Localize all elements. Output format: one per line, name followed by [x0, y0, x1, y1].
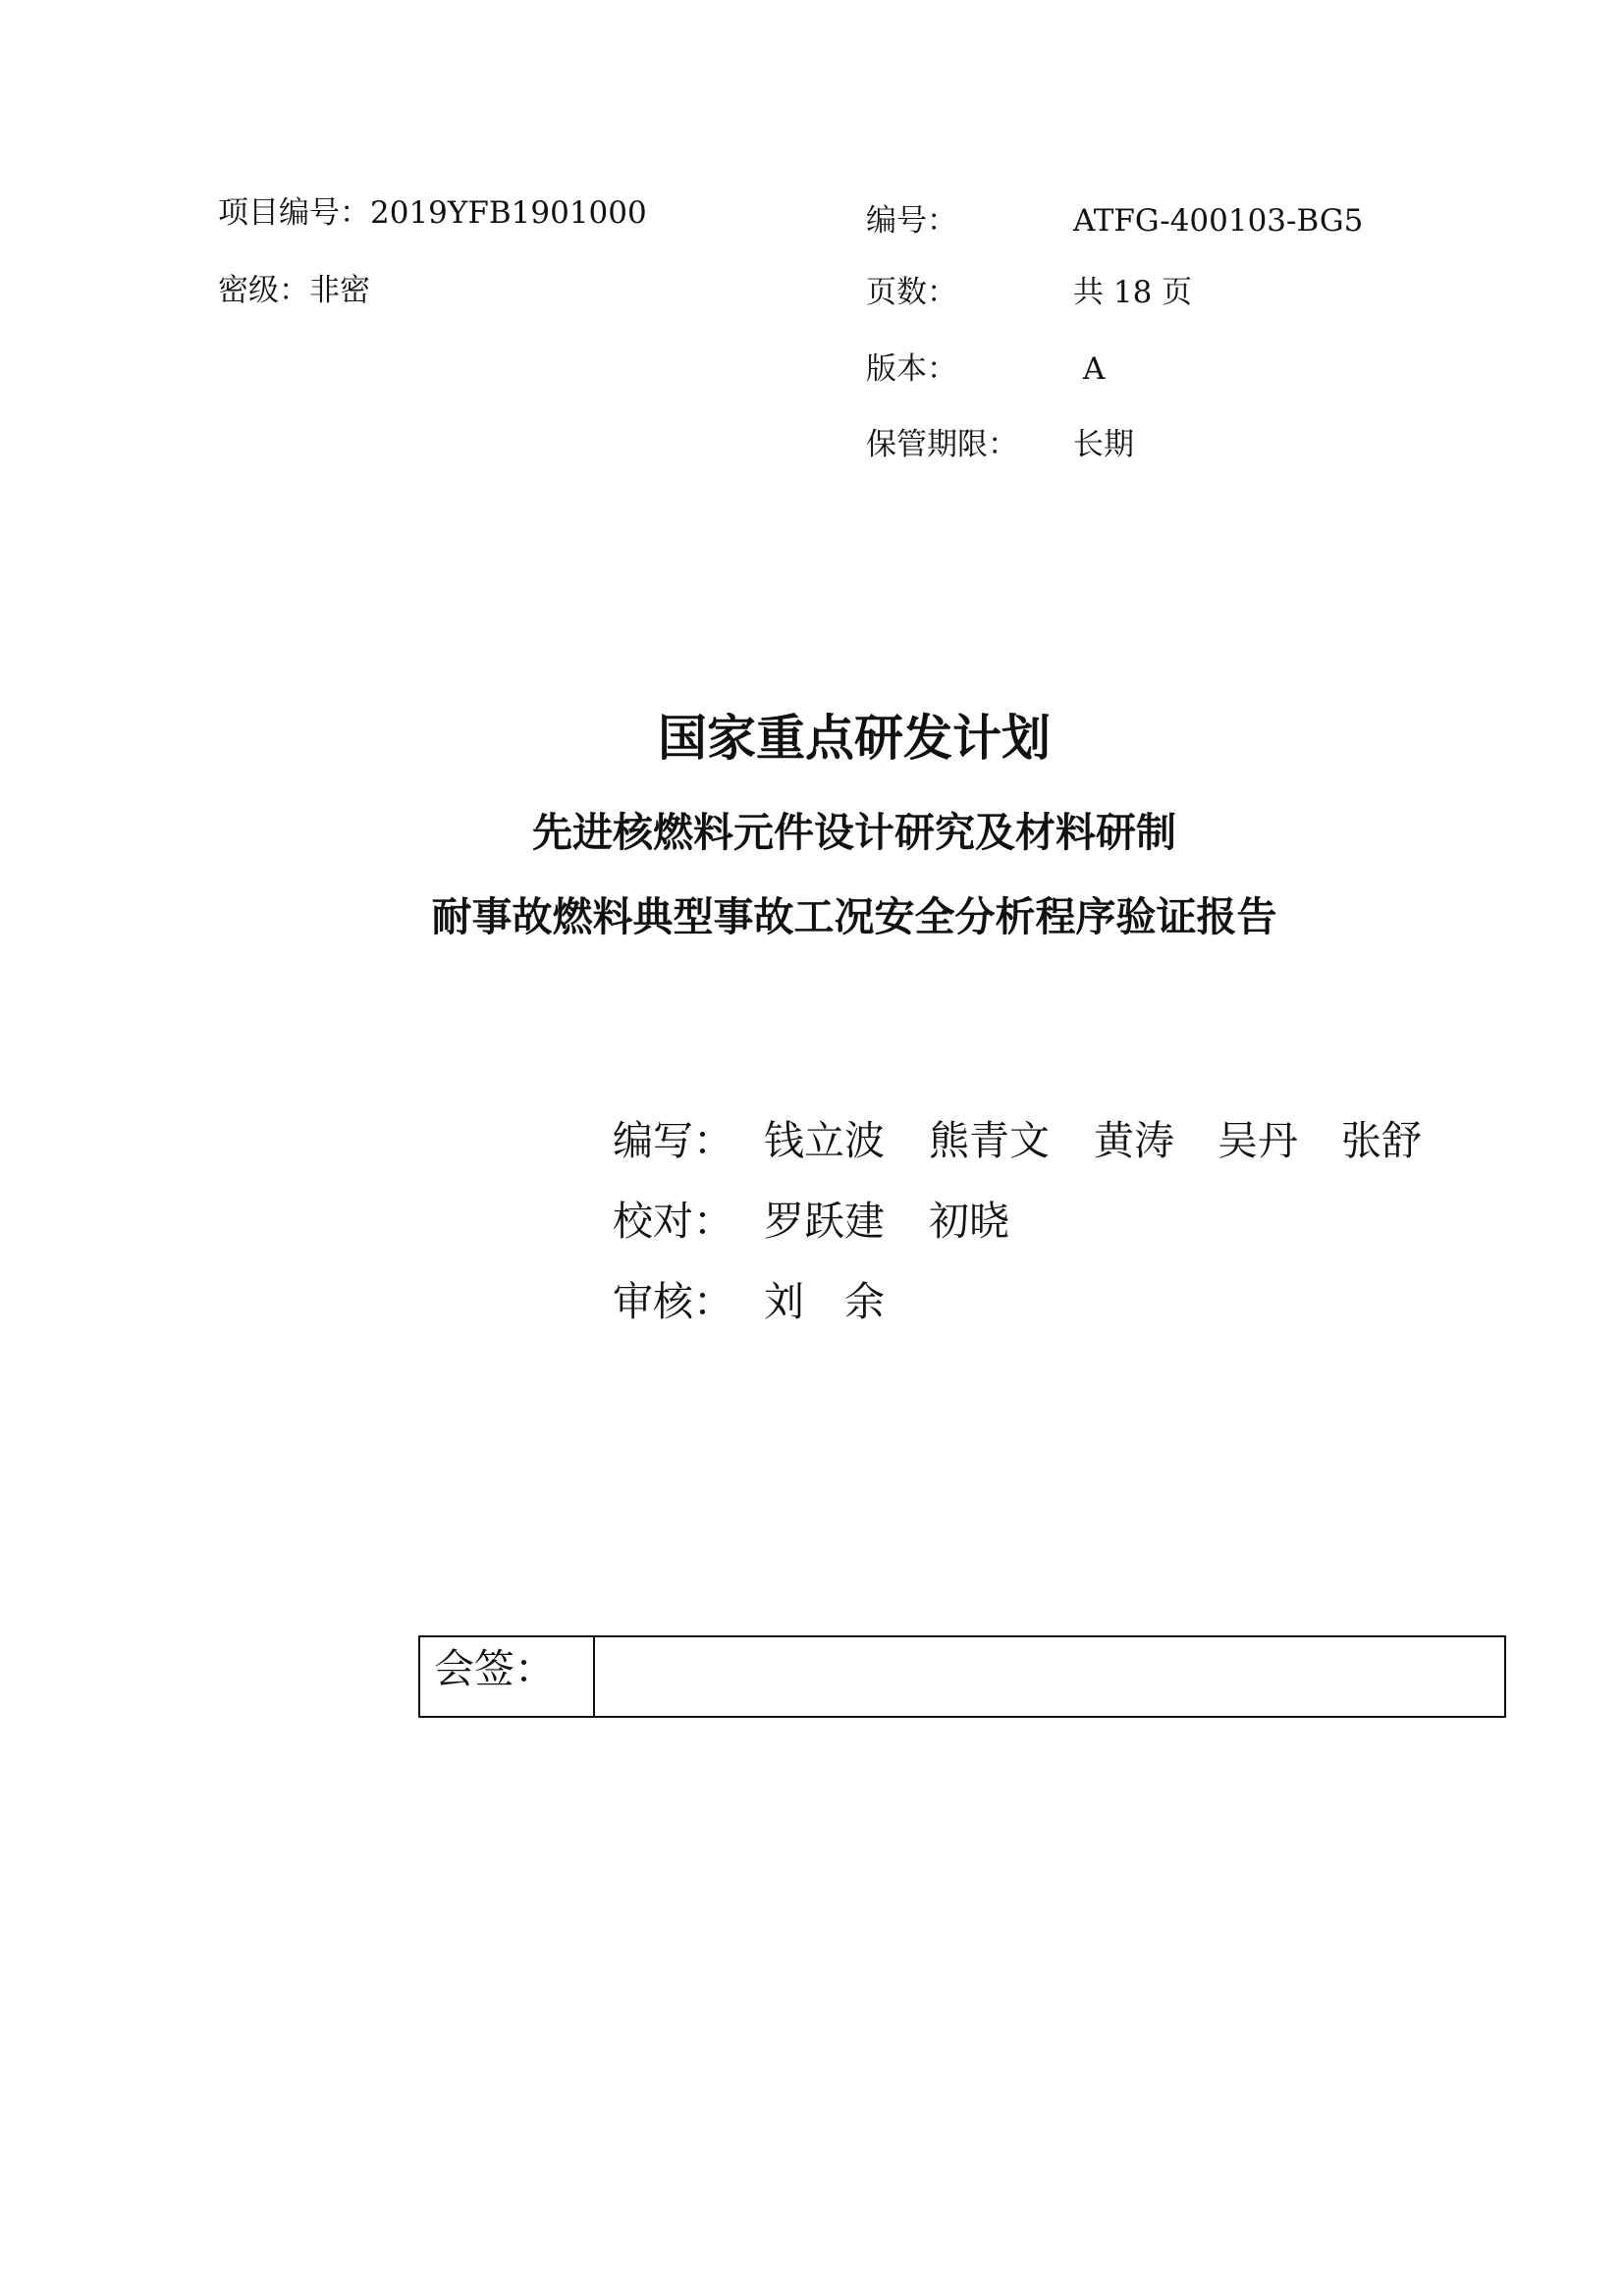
project-number-value: 2019YFB1901000 [370, 195, 647, 231]
writer-name: 钱立波 [764, 1117, 885, 1164]
retention-period-value: 长期 [1073, 427, 1134, 462]
proofreaders-label: 校对： [613, 1198, 733, 1245]
writer-name: 黄涛 [1094, 1117, 1174, 1164]
doc-number-value: ATFG-400103-BG5 [1073, 203, 1364, 239]
page-count-label: 页数： [866, 275, 957, 310]
writer-name: 熊青文 [929, 1117, 1050, 1164]
reviewers-label: 审核： [613, 1278, 733, 1325]
writers-label: 编写： [613, 1117, 733, 1164]
proofreader-name: 初晓 [929, 1198, 1009, 1245]
reviewers-row [0, 1276, 1623, 1327]
signoff-box [418, 1635, 1506, 1718]
proofreaders-row [0, 1196, 1623, 1247]
signoff-divider [593, 1637, 595, 1716]
program-title: 国家重点研发计划 [658, 709, 1051, 767]
writer-name: 吴丹 [1217, 1117, 1298, 1164]
doc-number-label: 编号： [866, 203, 957, 239]
project-number-line [218, 193, 647, 233]
version-value: A [1083, 351, 1106, 387]
retention-period-label: 保管期限： [866, 427, 1018, 462]
security-level-value: 非密 [309, 273, 370, 308]
writers-row [0, 1115, 1623, 1166]
report-title: 耐事故燃料典型事故工况安全分析程序验证报告 [431, 893, 1277, 940]
security-level-label: 密级： [218, 273, 309, 308]
version-label: 版本： [866, 351, 957, 387]
security-level-line [218, 271, 370, 310]
reviewer-name: 刘 余 [764, 1278, 885, 1325]
project-number-label: 项目编号： [218, 195, 370, 231]
writer-name: 张舒 [1341, 1117, 1422, 1164]
page-count-value: 共 18 页 [1073, 275, 1193, 310]
project-title: 先进核燃料元件设计研究及材料研制 [532, 809, 1176, 856]
proofreader-name: 罗跃建 [764, 1198, 885, 1245]
signoff-label: 会签： [434, 1645, 555, 1692]
